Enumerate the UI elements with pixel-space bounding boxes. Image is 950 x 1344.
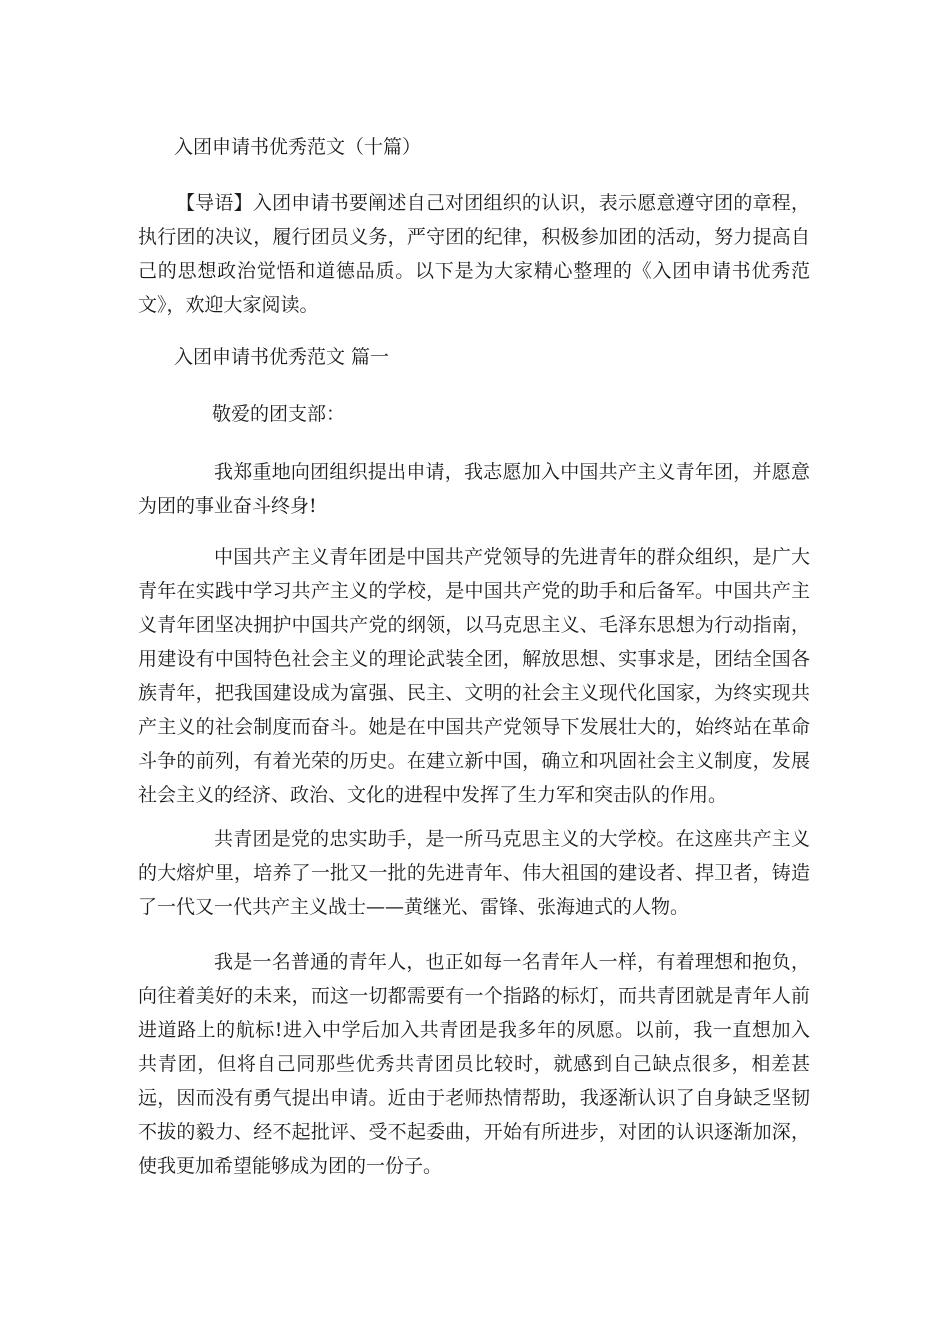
body-paragraph-3: 共青团是党的忠实助手，是一所马克思主义的大学校。在这座共产主义的大熔炉里，培养了一批又一批的先进青年、伟大祖国的建设者、捍卫者，铸造了一代又一代共产主义战士——黄继光、雷锋、张海迪式的人物。 [138,828,810,918]
document-title: 入团申请书优秀范文（十篇） [174,136,422,158]
body-paragraph-1: 我郑重地向团组织提出申请，我志愿加入中国共产主义青年团，并愿意为团的事业奋斗终身! [138,461,810,517]
body-paragraph-2: 中国共产主义青年团是中国共产党领导的先进青年的群众组织，是广大青年在实践中学习共产主义的学校，是中国共产党的助手和后备军。中国共产主义青年团坚决拥护中国共产党的纲领，以马克思主义、毛泽东思想为行动指南，用建设有中国特色社会主义的理论武装全团，解放思想、实事求是，团结全国各族青年，把我国建设成为富强、民主、文明的社会主义现代化国家，为终实现共产主义的社会制度而奋斗。她是在中国共产党领导下发展壮大的，始终站在革命斗争的前列，有着光荣的历史。在建立新中国，确立和巩固社会主义制度，发展社会主义的经济、政治、文化的进程中发挥了生力军和突击队的作用。 [138,546,810,806]
salutation: 敬爱的团支部： [212,403,346,425]
intro-paragraph: 【导语】入团申请书要阐述自己对团组织的认识，表示愿意遵守团的章程，执行团的决议，履行团员义务，严守团的纪律，积极参加团的活动，努力提高自己的思想政治觉悟和道德品质。以下是为大家精心整理的《入团申请书优秀范文》，欢迎大家阅读。 [138,192,810,316]
section-heading: 入团申请书优秀范文 篇一 [174,346,390,368]
body-paragraph-4: 我是一名普通的青年人，也正如每一名青年人一样，有着理想和抱负，向往着美好的未来，而这一切都需要有一个指路的标灯，而共青团就是青年人前进道路上的航标!进入中学后加入共青团是我多年的夙愿。以前，我一直想加入共青团，但将自己同那些优秀共青团员比较时，就感到自己缺点很多，相差甚远，因而没有勇气提出申请。近由于老师热情帮助，我逐渐认识了自身缺乏坚韧不拔的毅力、经不起批评、受不起委曲，开始有所进步，对团的认识逐渐加深，使我更加希望能够成为团的一份子。 [138,951,810,1177]
